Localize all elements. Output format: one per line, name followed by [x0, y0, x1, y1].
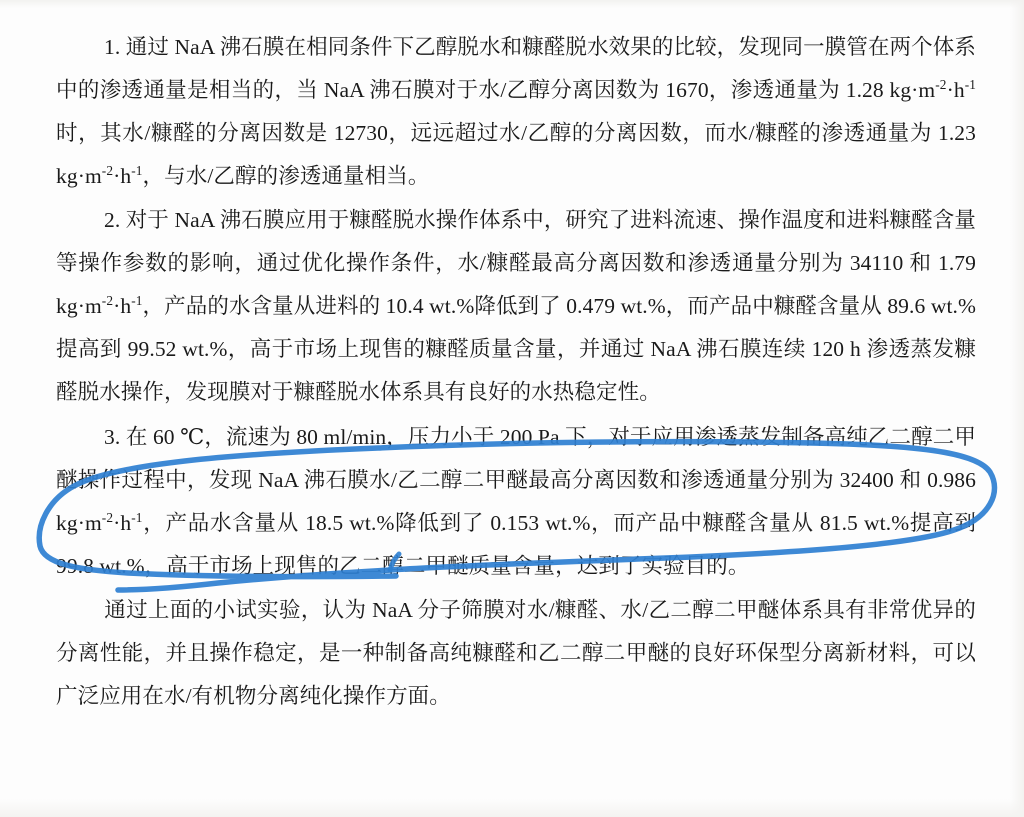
paragraph-1-sup-2: -1: [964, 76, 976, 92]
paragraph-4-line-3: 分离新材料，可以广泛应用在水/有机物分离纯化操作方面。: [56, 640, 976, 708]
paragraph-3-highlighted: [56, 416, 976, 588]
paragraph-2-line-6: 的水热稳定性。: [509, 380, 661, 405]
paragraph-1-line-1: 1. 通过 NaA 沸石膜在相同条件下乙醇脱水和糠醛脱水效果的比较，发现同一膜管: [104, 35, 868, 59]
paragraph-2: [56, 199, 976, 414]
paragraph-2-sup-1: -2: [101, 293, 114, 309]
paragraph-2-line-2: 料糠醛含量等操作参数的影响，通过优化操作条件，水/糠醛最高分离因数和渗透通量分: [56, 208, 976, 276]
paragraph-3-line-5: 达到了实验目的。: [576, 553, 750, 578]
paragraph-2-line-4: 而产品中糠醛含量从 89.6 wt.%提高到 99.52 wt.%，高于市场上现售的糠醛质量含量，并: [56, 294, 977, 362]
scan-edge-top: [0, 0, 1024, 8]
paragraph-1-sup-4: -1: [131, 162, 143, 178]
paragraph-1-line-3a: 通量为 1.28 kg·m: [774, 78, 936, 102]
paragraph-4: [56, 589, 976, 718]
paragraph-2-line-1: 2. 对于 NaA 沸石膜应用于糠醛脱水操作体系中，研究了进料流速、操作温度和进: [104, 208, 868, 233]
paragraph-4-line-2: 常优异的分离性能，并且操作稳定，是一种制备高纯糠醛和乙二醇二甲醚的良好环保型: [56, 597, 976, 665]
scan-edge-bottom: [0, 799, 1024, 817]
paragraph-1-line-3mid: ·h: [946, 78, 965, 102]
document-body: [56, 26, 976, 719]
paragraph-3-line-3b: ，产品水含量从 18.5 wt.%降低到了 0.153 wt.%，而产品: [142, 510, 681, 535]
paragraph-1-line-2: 在两个体系中的渗透通量是相当的，当 NaA 沸石膜对于水/乙醇分离因数为 1670，渗透: [56, 35, 976, 102]
scan-edge-right: [1010, 0, 1024, 817]
paragraph-2-line-5: 通过 NaA 沸石膜连续 120 h 渗透蒸发糠醛脱水操作，发现膜对于糠醛脱水体系具有良好: [56, 337, 977, 405]
paragraph-3-line-4: 中糠醛含量从 81.5 wt.%提高到 99.8 wt.%，高于市场上现售的乙二醇二甲醚质量含量，: [56, 510, 977, 578]
paragraph-1-sup-1: -2: [935, 76, 947, 92]
paragraph-3-line-3a: 分别为 32400 和 0.986 kg·m: [56, 467, 976, 535]
paragraph-3-line-3mid: ·h: [113, 510, 132, 535]
paragraph-3-line-1: 3. 在 60 ℃，流速为 80 ml/min，压力小于 200 Pa 下，对于应用渗透蒸发制备高纯: [104, 424, 868, 449]
paragraph-1-line-3b: 时，其水/糠醛的分离因数是 12730，远远超过水/乙醇的分离因数，: [56, 121, 705, 145]
paragraph-1-line-4b: ，与水/乙醇的渗透通量相当。: [142, 164, 430, 188]
paragraph-1: [56, 26, 976, 198]
paragraph-3-line-2: 乙二醇二甲醚操作过程中，发现 NaA 沸石膜水/乙二醇二甲醚最高分离因数和渗透通量: [56, 424, 976, 492]
paragraph-1-line-4a: 而水/糠醛的渗透通量为 1.23 kg·m: [56, 121, 976, 188]
paragraph-1-sup-3: -2: [101, 162, 114, 178]
paragraph-4-line-1: 通过上面的小试实验，认为 NaA 分子筛膜对水/糠醛、水/乙二醇二甲醚体系具有非: [104, 597, 889, 622]
paragraph-2-line-3b: ，产品的水含量从进料的 10.4 wt.%降低到了 0.479 wt.%，: [142, 294, 688, 319]
paragraph-2-line-3mid: ·h: [113, 294, 132, 319]
paragraph-2-line-3a: 别为 34110 和 1.79 kg·m: [56, 251, 976, 319]
paragraph-3-sup-2: -1: [131, 509, 143, 525]
paragraph-3-sup-1: -2: [101, 509, 114, 525]
paragraph-1-line-4mid: ·h: [113, 164, 132, 188]
paragraph-2-sup-2: -1: [131, 293, 143, 309]
